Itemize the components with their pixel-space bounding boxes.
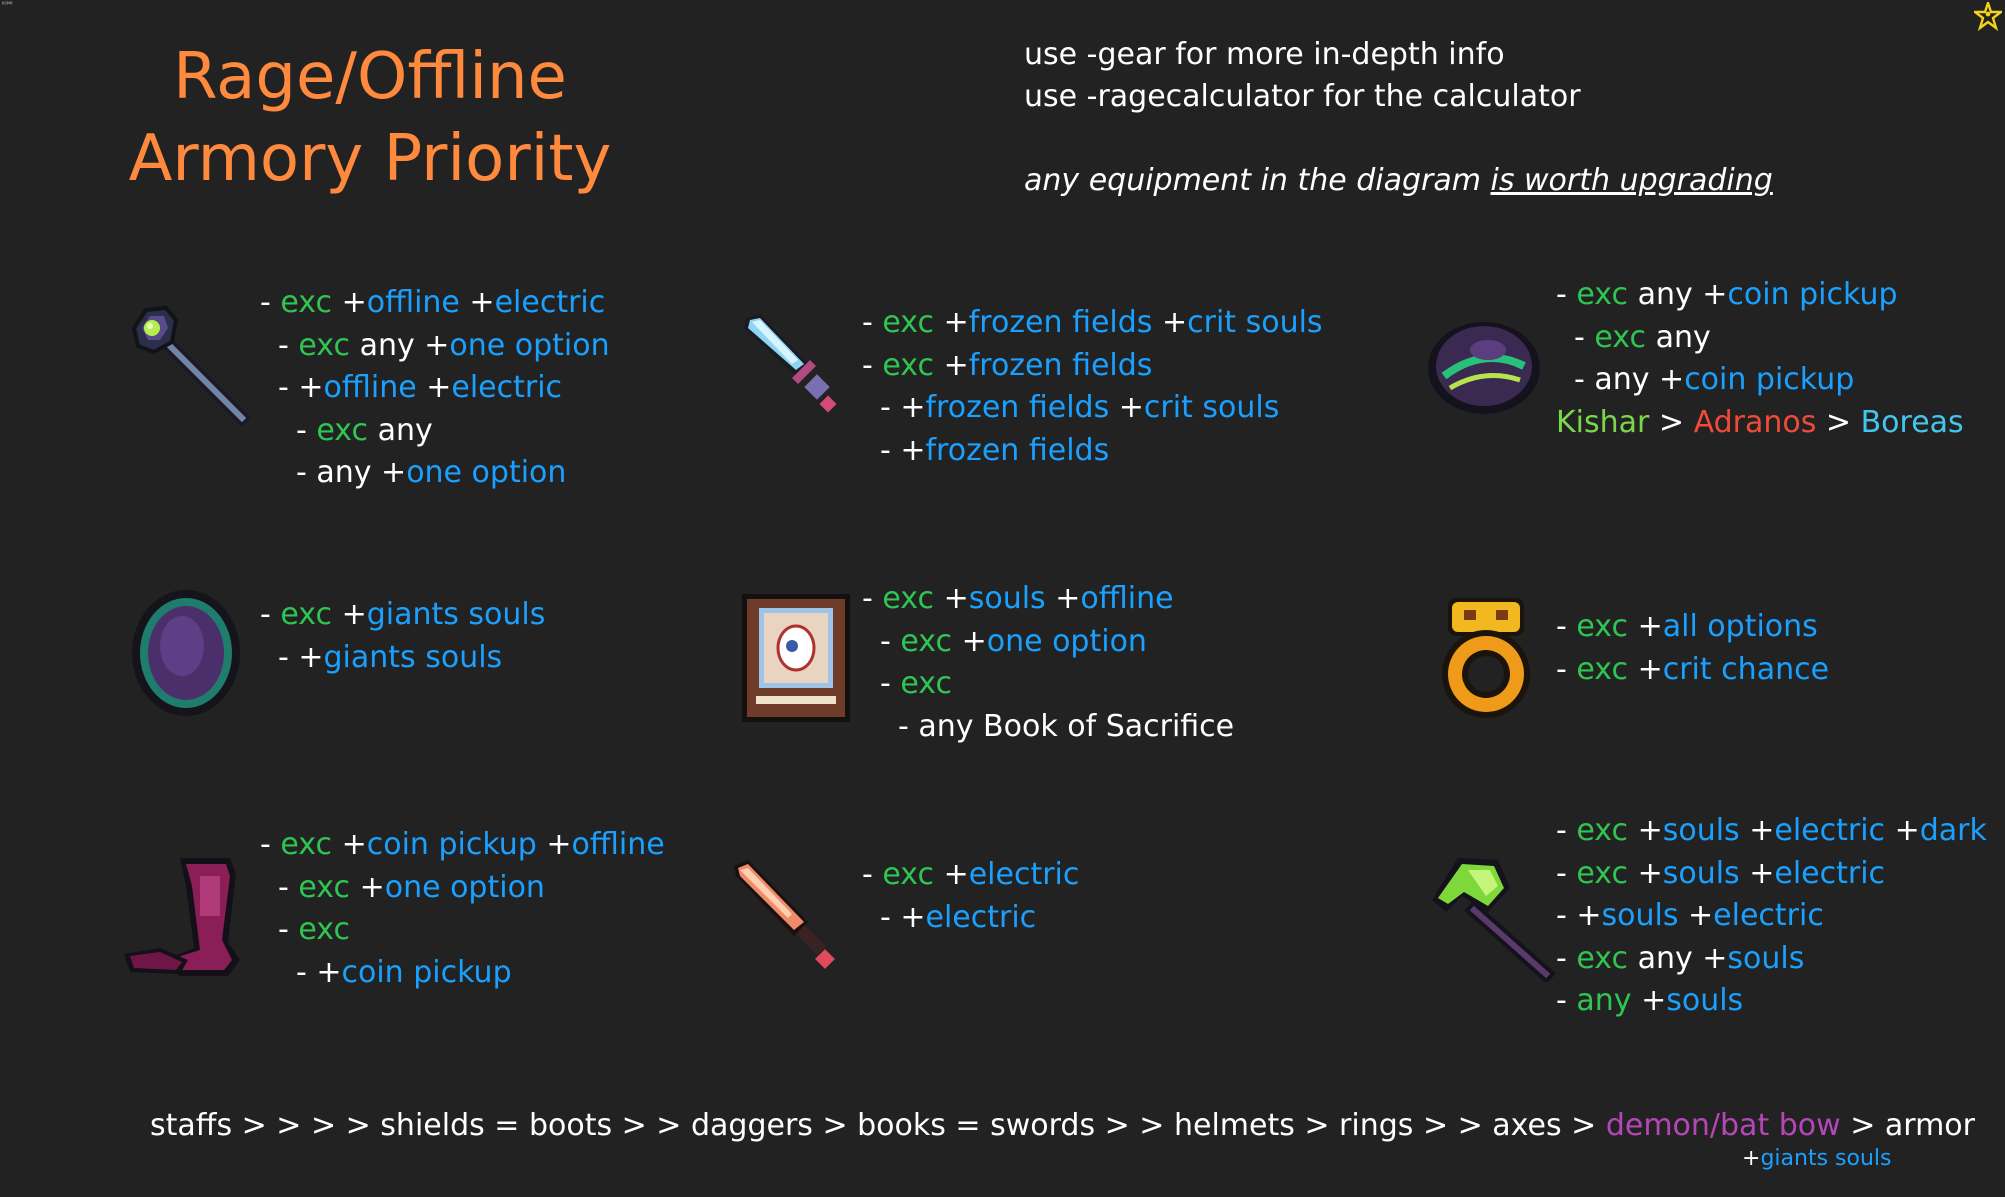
text-segment: - any + (296, 455, 407, 490)
info-upgrade-note-prefix: any equipment in the diagram (1024, 163, 1491, 198)
text-segment: exc (1576, 855, 1629, 891)
text-segment: + (416, 370, 452, 405)
text-segment: Adranos (1693, 404, 1817, 440)
text-segment: + (350, 869, 385, 905)
text-segment: + (1739, 855, 1775, 891)
book-line (862, 663, 1234, 706)
text-segment: - (1556, 277, 1577, 312)
axe-line (1556, 895, 1987, 938)
ring-icon (1440, 596, 1532, 720)
text-segment: - (278, 327, 299, 363)
text-segment: + (1739, 813, 1775, 848)
text-segment: electric (1713, 898, 1824, 933)
text-segment: crit souls (1143, 390, 1280, 425)
text-segment: exc (280, 827, 333, 862)
text-segment: any + (350, 327, 450, 363)
text-segment: - (260, 597, 281, 632)
armor-note (1742, 1146, 1891, 1171)
text-segment: coin pickup (1727, 277, 1898, 312)
text-segment: electric (1774, 813, 1886, 848)
text-segment: - (260, 285, 281, 320)
ring-line (1556, 649, 1829, 692)
boots-line (260, 867, 665, 910)
text-segment: exc (280, 597, 333, 632)
text-segment: + (332, 597, 367, 632)
text-segment: - (880, 666, 901, 701)
text-segment: exc (298, 869, 351, 905)
text-segment: exc (882, 581, 935, 616)
text-segment: + (934, 581, 969, 616)
text-segment: exc (1576, 277, 1629, 312)
ring-line (1556, 606, 1829, 649)
axe-line (1556, 938, 1987, 981)
boots-priority-list (260, 824, 665, 994)
text-segment: - (1556, 855, 1577, 891)
staff-line (260, 367, 610, 410)
text-segment: - (278, 912, 299, 947)
text-segment: offline (323, 370, 417, 405)
text-segment: - + (296, 954, 342, 990)
text-segment: + (952, 623, 987, 659)
helmet-ranking (1556, 402, 1964, 445)
text-segment: souls (1601, 898, 1679, 933)
text-segment: + (332, 285, 367, 320)
text-segment: exc (1594, 319, 1647, 355)
text-segment: souls (1662, 855, 1740, 891)
text-segment: giants souls (366, 597, 546, 632)
staff-priority-list (260, 282, 610, 495)
text-segment: - (296, 412, 317, 448)
axe-icon (1428, 856, 1556, 982)
helmet-line (1556, 359, 1964, 402)
book-priority-list (862, 578, 1234, 748)
text-segment: exc (882, 857, 935, 892)
text-segment: + (1628, 813, 1663, 848)
text-segment: exc (1576, 609, 1629, 644)
text-segment: any (1576, 983, 1632, 1018)
text-segment: + (536, 827, 572, 862)
text-segment: + (934, 347, 969, 383)
book-icon (742, 594, 850, 722)
book-line (862, 578, 1234, 621)
text-segment: + (1152, 305, 1188, 340)
text-segment: all options (1662, 609, 1818, 644)
book-line (862, 706, 1234, 749)
text-segment: souls (968, 581, 1046, 616)
page-title-line1: Rage/Offline (173, 40, 567, 114)
boots-icon (120, 856, 246, 980)
armor-note-text: giants souls (1760, 1146, 1892, 1171)
text-segment: - (862, 581, 883, 616)
shield-line (260, 637, 545, 680)
text-segment: + (1678, 898, 1714, 933)
text-segment: exc (900, 666, 953, 701)
text-segment: frozen fields (968, 347, 1153, 383)
text-segment: - (880, 623, 901, 659)
text-segment: exc (900, 623, 953, 659)
text-segment: any (368, 412, 433, 448)
text-segment: one option (986, 623, 1147, 659)
text-segment: + (1045, 581, 1081, 616)
text-segment: electric (968, 857, 1080, 892)
text-segment: > (1649, 404, 1694, 440)
axe-line (1556, 853, 1987, 896)
text-segment: any + (1628, 940, 1728, 976)
text-segment: demon/bat bow (1605, 1108, 1841, 1143)
staff-line (260, 410, 610, 453)
text-segment: + (1628, 609, 1663, 644)
text-segment: - + (880, 899, 926, 935)
sword-priority-list (862, 854, 1079, 939)
text-segment: - (1556, 940, 1577, 976)
text-segment: exc (882, 347, 935, 383)
text-segment: frozen fields (925, 432, 1110, 468)
text-segment: coin pickup (366, 827, 537, 862)
text-segment: - (1556, 651, 1577, 687)
text-segment: - + (278, 370, 324, 405)
overall-priority-ranking (150, 1108, 1975, 1143)
text-segment: Boreas (1860, 404, 1964, 440)
text-segment: + (934, 305, 969, 340)
text-segment: coin pickup (1684, 362, 1855, 397)
text-segment: > (1816, 404, 1861, 440)
axe-priority-list (1556, 810, 1987, 1023)
shield-icon (130, 588, 242, 718)
text-segment: exc (298, 327, 351, 363)
text-segment: - (260, 827, 281, 862)
text-segment: - (1556, 983, 1577, 1018)
text-segment: exc (298, 912, 351, 947)
text-segment: - + (1556, 898, 1602, 933)
text-segment: electric (925, 899, 1037, 935)
text-segment: one option (384, 869, 545, 905)
text-segment: crit souls (1187, 305, 1323, 340)
text-segment: giants souls (323, 639, 503, 675)
helmet-icon (1424, 306, 1544, 422)
text-segment: dark (1919, 813, 1987, 848)
text-segment: exc (1576, 940, 1629, 976)
text-segment: + (1628, 855, 1663, 891)
helmet-priority-list (1556, 274, 1964, 444)
text-segment: - + (278, 639, 324, 675)
staff-icon (124, 298, 254, 426)
text-segment: any (1646, 319, 1711, 355)
text-segment: souls (1727, 940, 1805, 976)
text-segment: > armor (1840, 1108, 1975, 1143)
text-segment: offline (366, 285, 460, 320)
text-segment: souls (1662, 813, 1740, 848)
axe-line (1556, 810, 1987, 853)
dagger-icon (742, 312, 854, 422)
text-segment: electric (494, 285, 606, 320)
text-segment: - + (880, 432, 926, 468)
text-segment: + (934, 857, 969, 892)
boots-line (260, 952, 665, 995)
armor-note-plus: + (1742, 1146, 1761, 1171)
dagger-line (862, 430, 1323, 473)
text-segment: frozen fields (968, 305, 1153, 340)
text-segment: + (332, 827, 367, 862)
text-segment: one option (406, 455, 567, 490)
info-ragecalculator-command: use -ragecalculator for the calculator (1024, 79, 1581, 114)
text-segment: electric (1774, 855, 1886, 891)
staff-line (260, 325, 610, 368)
info-gear-command: use -gear for more in-depth info (1024, 37, 1505, 72)
page-title-line2: Armory Priority (128, 122, 612, 196)
text-segment: + (1109, 390, 1144, 425)
text-segment: + (1631, 983, 1667, 1018)
text-segment: - (862, 305, 883, 340)
helmet-line (1556, 317, 1964, 360)
ring-priority-list (1556, 606, 1829, 691)
sword-line (862, 897, 1079, 940)
dagger-priority-list (862, 302, 1323, 472)
text-segment: - + (880, 390, 926, 425)
text-segment: offline (571, 827, 665, 862)
dagger-line (862, 387, 1323, 430)
info-upgrade-note (1024, 160, 1773, 202)
sword-icon (732, 858, 856, 982)
text-segment: - (1556, 813, 1577, 848)
text-segment: exc (316, 412, 369, 448)
text-segment: - any Book of Sacrifice (898, 708, 1235, 744)
text-segment: staffs > > > > shields = boots > > daggers > books = swords > > helmets > rings > > axes > (150, 1108, 1606, 1143)
axe-line (1556, 980, 1987, 1023)
text-segment: one option (449, 327, 610, 363)
text-segment: exc (1576, 813, 1629, 848)
text-segment: exc (280, 285, 333, 320)
corner-watermark: ᴷᴵᴹᴵ (2, 0, 13, 9)
text-segment: + (459, 285, 495, 320)
text-segment: + (1885, 813, 1920, 848)
dagger-line (862, 345, 1323, 388)
boots-line (260, 824, 665, 867)
text-segment: + (1628, 651, 1663, 687)
text-segment: exc (1576, 651, 1629, 687)
text-segment: any + (1628, 277, 1728, 312)
book-line (862, 621, 1234, 664)
info-upgrade-note-underlined: is worth upgrading (1490, 163, 1773, 198)
text-segment: - (278, 869, 299, 905)
text-segment: exc (882, 305, 935, 340)
boots-line (260, 909, 665, 952)
text-segment: coin pickup (341, 954, 512, 990)
text-segment: crit chance (1662, 651, 1830, 687)
text-segment: frozen fields (925, 390, 1110, 425)
shield-priority-list (260, 594, 545, 679)
dagger-line (862, 302, 1323, 345)
text-segment: - (1574, 319, 1595, 355)
text-segment: souls (1666, 983, 1744, 1018)
text-segment: Kishar (1556, 404, 1650, 440)
staff-line (260, 452, 610, 495)
text-segment: - (862, 347, 883, 383)
sword-line (862, 854, 1079, 897)
star-person-icon (1974, 2, 2002, 32)
text-segment: electric (451, 370, 563, 405)
text-segment: - any + (1574, 362, 1685, 397)
text-segment: offline (1080, 581, 1174, 616)
staff-line (260, 282, 610, 325)
helmet-line (1556, 274, 1964, 317)
text-segment: - (862, 857, 883, 892)
text-segment: - (1556, 609, 1577, 644)
shield-line (260, 594, 545, 637)
